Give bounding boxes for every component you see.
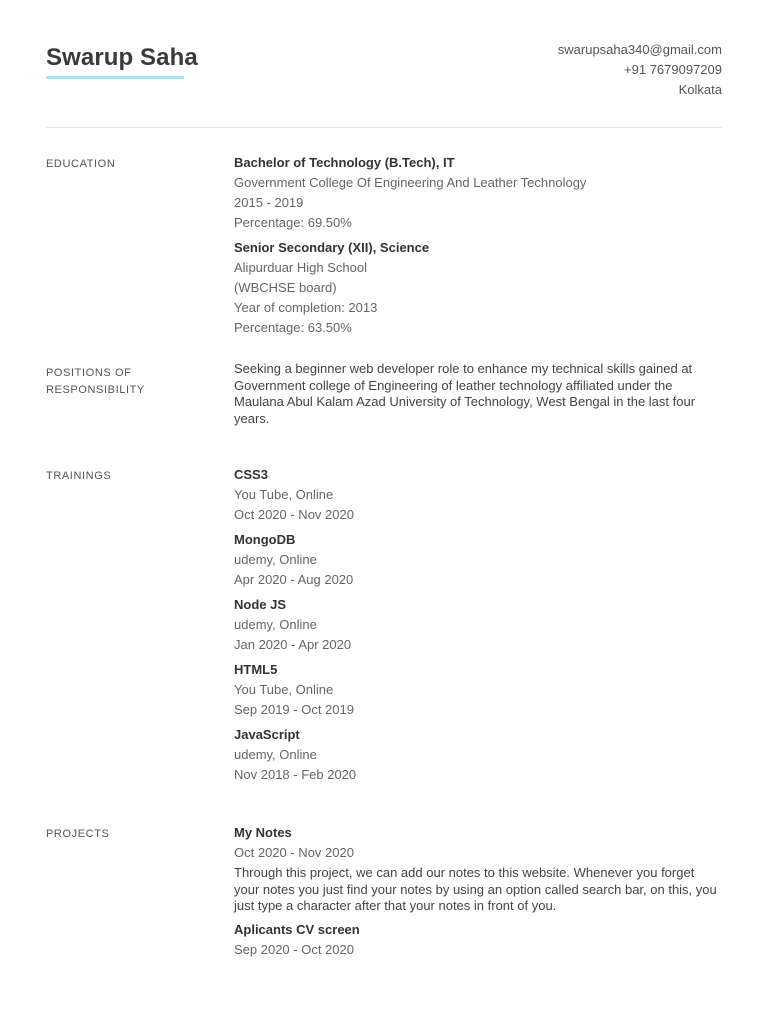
section-label-education: EDUCATION — [46, 158, 116, 170]
completion-year-text: Year of completion: 2013 — [234, 300, 378, 315]
training-provider: You Tube, Online — [234, 487, 334, 502]
training-entry — [234, 660, 722, 720]
training-entry — [234, 725, 722, 785]
institution-text: Alipurduar High School — [234, 260, 367, 275]
training-title: CSS3 — [234, 467, 268, 482]
project-title: My Notes — [234, 825, 292, 840]
resume-header — [46, 0, 722, 128]
city-text: Kolkata — [678, 82, 722, 97]
training-entry — [234, 530, 722, 590]
training-title: Node JS — [234, 597, 287, 612]
training-entry — [234, 595, 722, 655]
project-dates: Oct 2020 - Nov 2020 — [234, 845, 354, 860]
positions-body — [234, 361, 722, 427]
years-text: 2015 - 2019 — [234, 195, 304, 210]
phone-text: +91 7679097209 — [624, 62, 722, 77]
project-entry — [234, 920, 722, 960]
projects-body — [234, 826, 722, 968]
training-title: MongoDB — [234, 532, 296, 547]
candidate-name: Swarup Saha — [46, 44, 198, 71]
training-title: HTML5 — [234, 662, 278, 677]
training-dates: Apr 2020 - Aug 2020 — [234, 572, 354, 587]
degree-title: Senior Secondary (XII), Science — [234, 240, 430, 255]
section-label-positions: POSITIONS OF RESPONSIBILITY — [46, 367, 145, 396]
training-provider: udemy, Online — [234, 617, 317, 632]
training-title: JavaScript — [234, 727, 300, 742]
training-provider: You Tube, Online — [234, 682, 334, 697]
positions-text: Seeking a beginner web developer role to enhance my technical skills gained at Government college of Engineering of leather technology affiliated under the Maulana Abul Kalam Azad University of Technology, West Bengal in the last four years. — [234, 361, 696, 426]
resume-page — [46, 0, 722, 1024]
training-dates: Oct 2020 - Nov 2020 — [234, 507, 354, 522]
training-dates: Sep 2019 - Oct 2019 — [234, 702, 354, 717]
percentage-text: Percentage: 63.50% — [234, 320, 352, 335]
training-entry — [234, 465, 722, 525]
project-description: Through this project, we can add our notes to this website. Whenever you forget your notes you just find your notes by using an option called search bar, on this, you just type a character after that your notes in front of you. — [234, 865, 717, 914]
training-dates: Jan 2020 - Apr 2020 — [234, 637, 352, 652]
contact-info — [558, 40, 722, 100]
email-text: swarupsaha340@gmail.com — [557, 42, 722, 57]
name-underline — [46, 76, 184, 79]
percentage-text: Percentage: 69.50% — [234, 215, 352, 230]
board-text: (WBCHSE board) — [234, 280, 337, 295]
project-entry — [234, 823, 722, 915]
education-entry — [234, 153, 722, 233]
training-provider: udemy, Online — [234, 552, 317, 567]
training-dates: Nov 2018 - Feb 2020 — [234, 767, 357, 782]
training-provider: udemy, Online — [234, 747, 317, 762]
education-body — [234, 156, 722, 346]
project-title: Aplicants CV screen — [234, 921, 360, 937]
section-label-trainings: TRAININGS — [46, 470, 112, 482]
degree-title: Bachelor of Technology (B.Tech), IT — [234, 155, 455, 170]
section-label-projects: PROJECTS — [46, 828, 110, 840]
trainings-body — [234, 468, 722, 793]
project-dates: Sep 2020 - Oct 2020 — [234, 941, 354, 957]
institution-text: Government College Of Engineering And Leather Technology — [234, 175, 587, 190]
education-entry — [234, 238, 722, 338]
